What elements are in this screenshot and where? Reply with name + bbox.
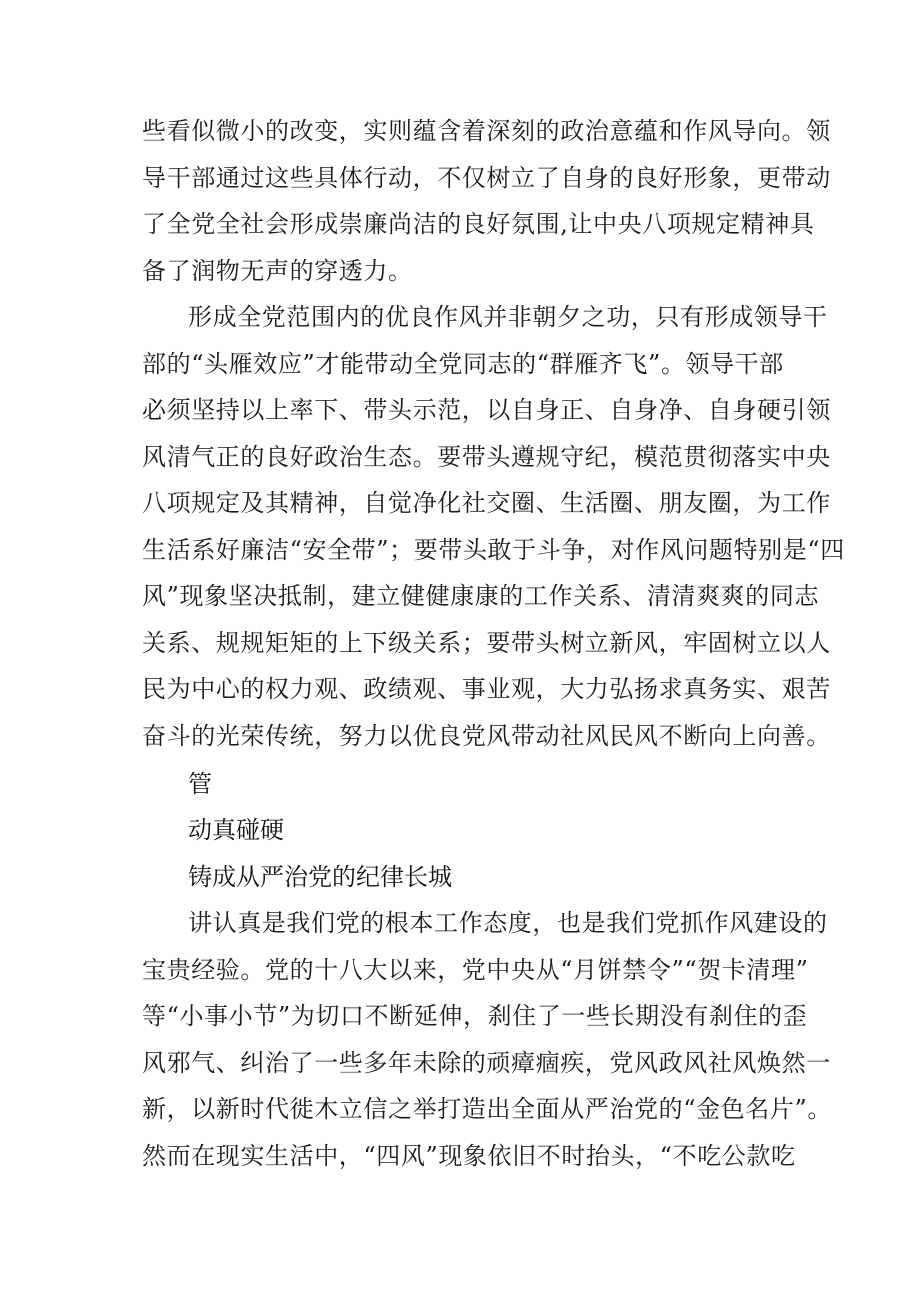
paragraph-line: 奋斗的光荣传统，努力以优良党风带动社风民风不断向上向善。 bbox=[142, 722, 831, 750]
paragraph-line: 形成全党范围内的优良作风并非朝夕之功，只有形成领导干 bbox=[188, 303, 828, 331]
paragraph-line: 风邪气、纠治了一些多年未除的顽瘴痼疾，党风政风社风焕然一 bbox=[142, 1049, 831, 1077]
paragraph-line: 讲认真是我们党的根本工作态度，也是我们党抓作风建设的 bbox=[188, 909, 828, 937]
paragraph-line: 然而在现实生活中，“四风”现象依旧不时抬头，“不吃公款吃 bbox=[142, 1142, 796, 1170]
paragraph-line: 新，以新时代徙木立信之举打造出全面从严治党的“金色名片”。 bbox=[142, 1095, 832, 1123]
paragraph-line: 导干部通过这些具体行动，不仅树立了自身的良好形象，更带动 bbox=[142, 164, 831, 192]
paragraph-line: 等“小事小节”为切口不断延伸，刹住了一些长期没有刹住的歪 bbox=[142, 1002, 808, 1030]
paragraph-line: 些看似微小的改变，实则蕴含着深刻的政治意蕴和作风导向。领 bbox=[142, 117, 831, 145]
paragraph-line: 了全党全社会形成崇廉尚洁的良好氛围,让中央八项规定精神具 bbox=[142, 210, 815, 238]
paragraph-line: 生活系好廉洁“安全带”；要带头敢于斗争，对作风问题特别是“四 bbox=[142, 536, 845, 564]
section-heading-line-3: 铸成从严治党的纪律长城 bbox=[188, 863, 452, 891]
paragraph-line: 风清气正的良好政治生态。要带头遵规守纪，模范贯彻落实中央 bbox=[142, 443, 831, 471]
paragraph-line: 民为中心的权力观、政绩观、事业观，大力弘扬求真务实、艰苦 bbox=[142, 675, 831, 703]
paragraph-line: 备了润物无声的穿透力。 bbox=[142, 257, 413, 285]
paragraph-line: 部的“头雁效应”才能带动全党同志的“群雁齐飞”。领导干部 bbox=[142, 350, 784, 378]
paragraph-line: 必须坚持以上率下、带头示范，以自身正、自身净、自身硬引领 bbox=[142, 396, 831, 424]
paragraph-line: 风”现象坚决抵制，建立健健康康的工作关系、清清爽爽的同志 bbox=[142, 582, 820, 610]
paragraph-line: 宝贵经验。党的十八大以来，党中央从“月饼禁令”“贺卡清理” bbox=[142, 956, 809, 984]
paragraph-line: 八项规定及其精神，自觉净化社交圈、生活圈、朋友圈，为工作 bbox=[142, 489, 831, 517]
section-heading-line-2: 动真碰硬 bbox=[188, 816, 284, 844]
paragraph-line: 关系、规规矩矩的上下级关系；要带头树立新风，牢固树立以人 bbox=[142, 629, 831, 657]
section-heading-line-1: 管 bbox=[188, 770, 212, 798]
